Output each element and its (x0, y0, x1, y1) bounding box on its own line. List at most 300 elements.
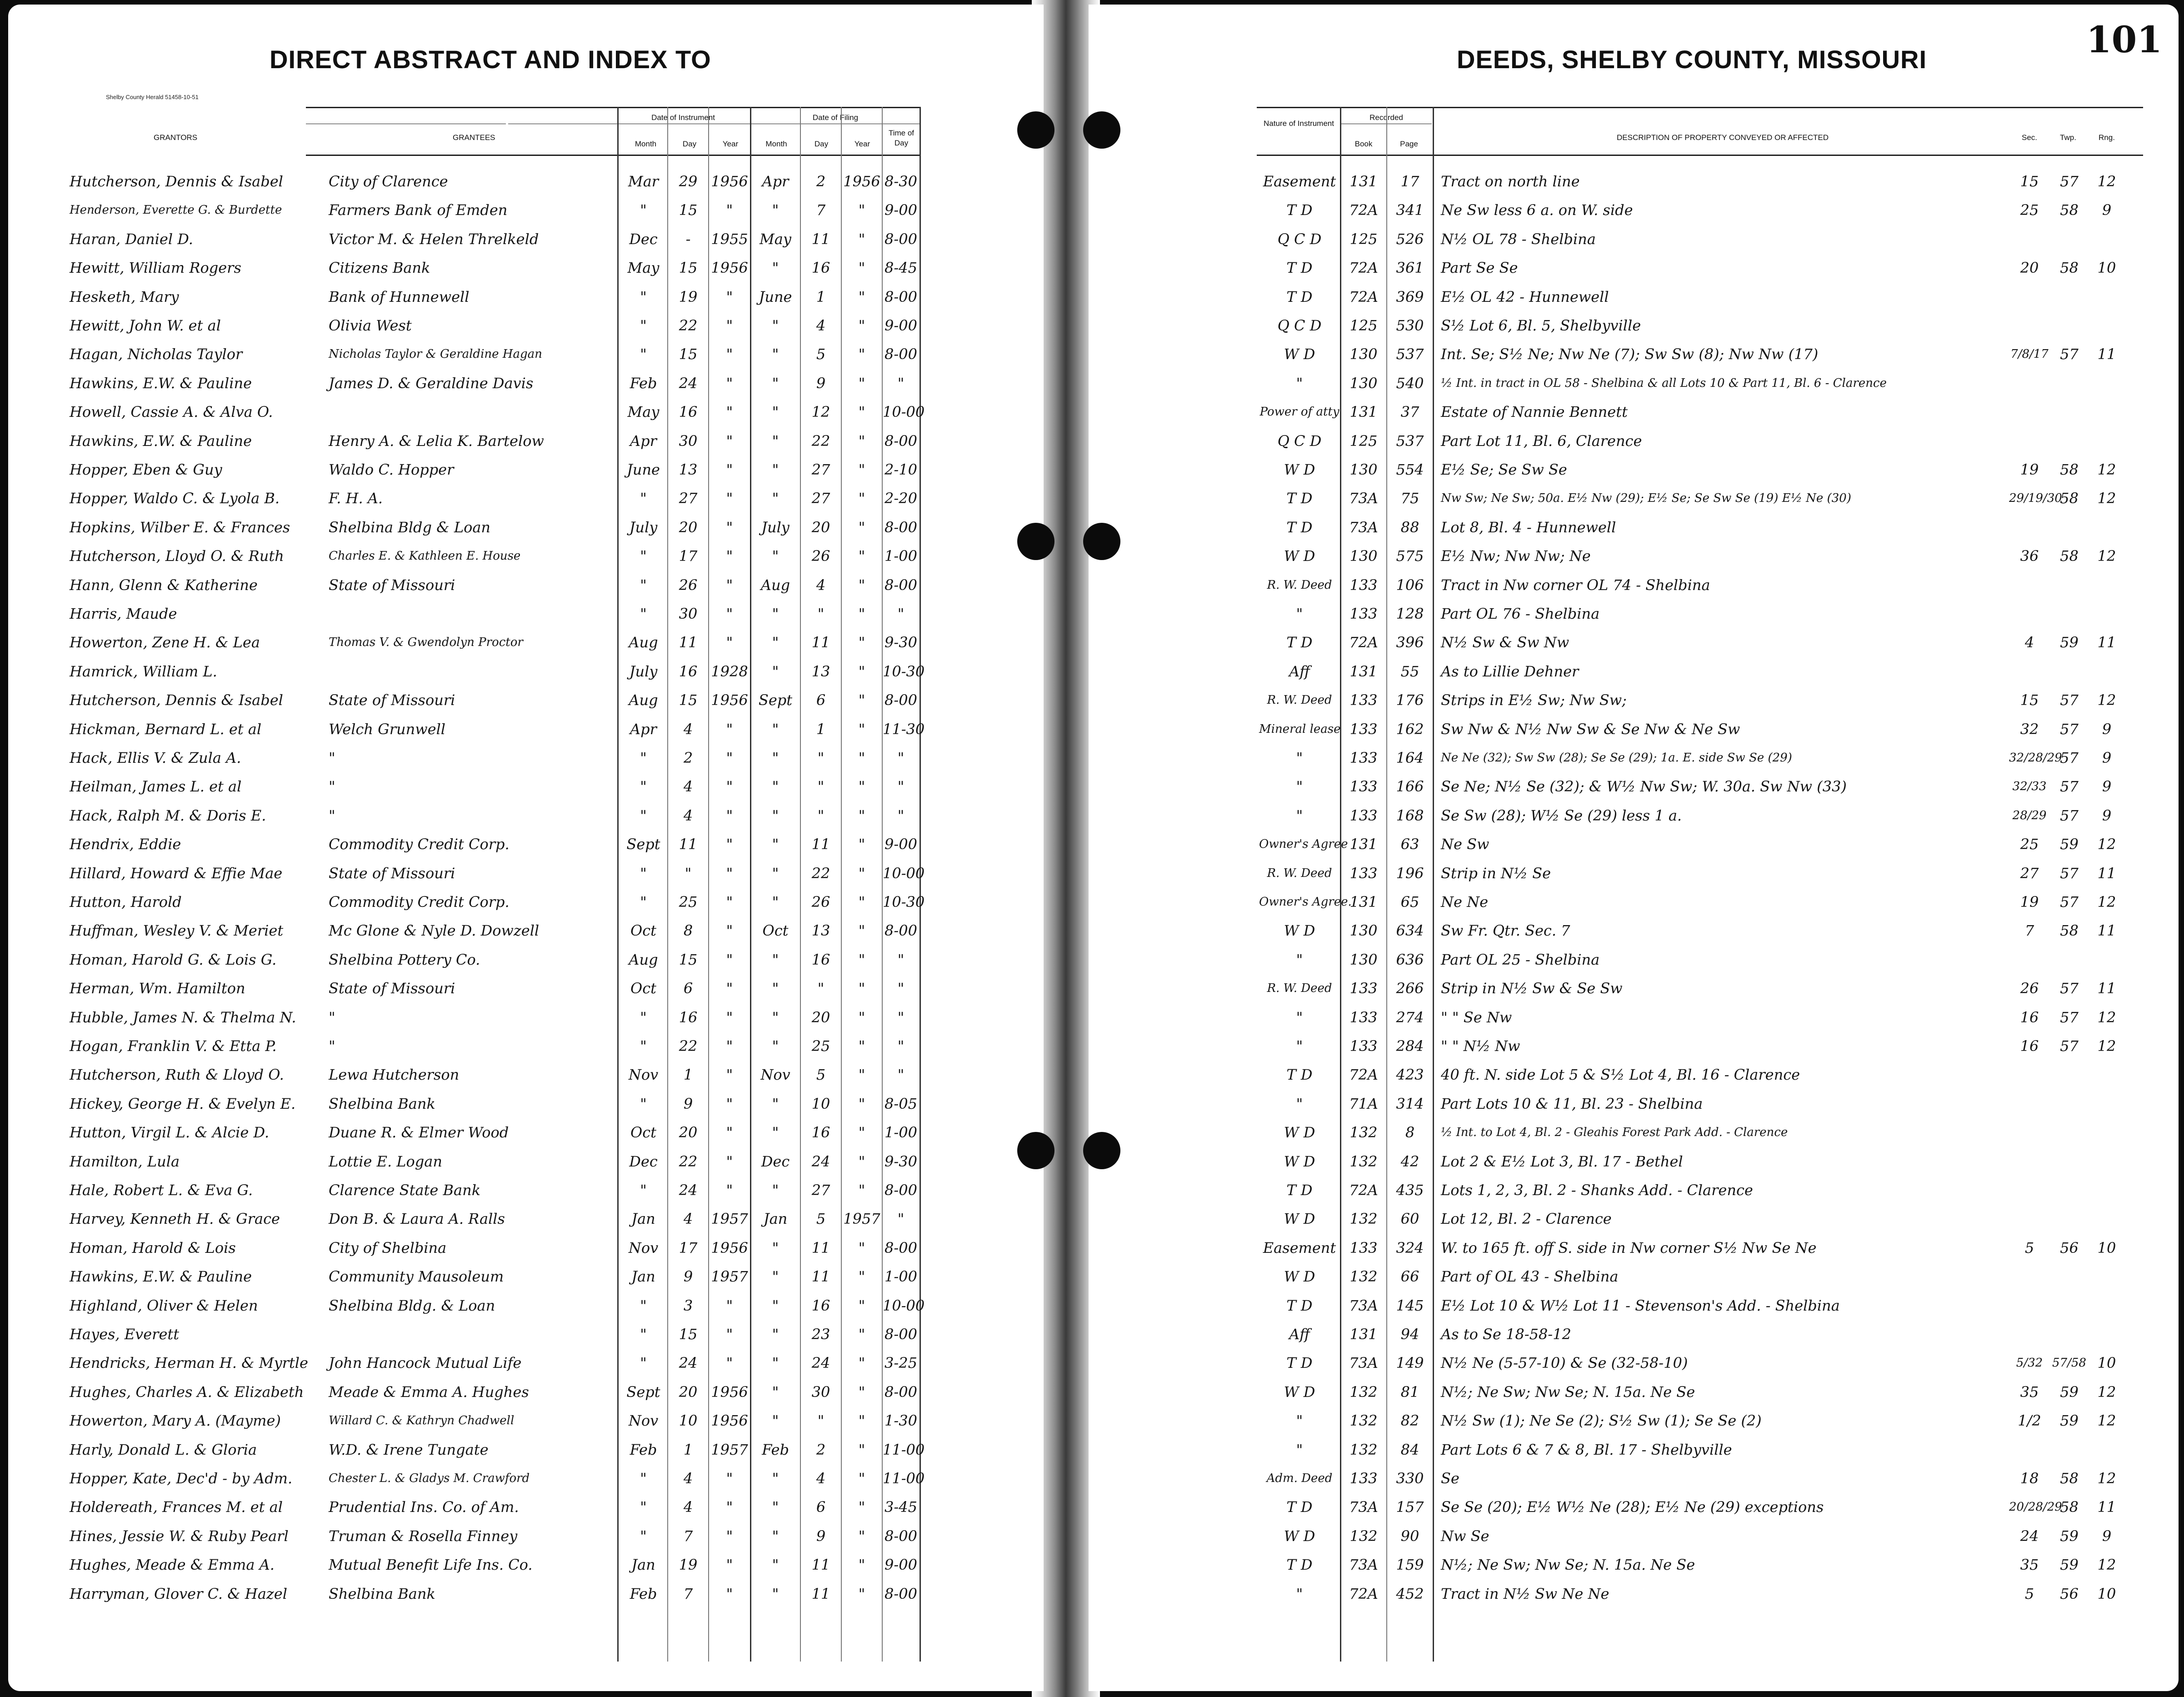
filing-year-cell: " (858, 1009, 865, 1026)
grantor-cell: Hopper, Waldo C. & Lyola B. (70, 490, 280, 507)
filing-day-cell: " (817, 605, 825, 622)
grantor-cell: Hack, Ellis V. & Zula A. (70, 749, 241, 766)
rng-cell (2089, 226, 2125, 252)
rng-cell (2089, 370, 2125, 396)
filing-day-cell: 4 (816, 317, 826, 334)
nature-cell: Q C D (1277, 230, 1322, 248)
description-cell: E½ Nw; Nw Nw; Ne (1441, 547, 1591, 565)
description-cell: Tract in Nw corner OL 74 - Shelbina (1441, 576, 1710, 594)
instrument-year-cell: " (726, 490, 733, 507)
filing-year-cell: " (858, 375, 865, 392)
left-entry-row (8, 1292, 1044, 1319)
description-cell: Lot 12, Bl. 2 - Clarence (1441, 1210, 1612, 1227)
twp-cell (2050, 1437, 2089, 1463)
page-cell: 149 (1396, 1354, 1424, 1372)
instrument-day-cell: 16 (679, 1009, 698, 1026)
filing-month-cell: Oct (762, 922, 789, 939)
rng-cell: 9 (2102, 778, 2112, 795)
grantor-cell: Hickey, George H. & Evelyn E. (70, 1095, 296, 1112)
instrument-day-cell: 4 (683, 807, 693, 824)
sec-cell: 5 (2024, 1585, 2034, 1602)
nature-cell: W D (1284, 461, 1315, 478)
filing-year-cell: " (858, 836, 865, 853)
right-entry-row (1089, 1235, 2179, 1261)
filing-year-cell: " (858, 1441, 865, 1458)
left-entry-row (8, 341, 1044, 367)
grantee-cell: City of Shelbina (329, 1239, 447, 1256)
rng-cell (2089, 1119, 2125, 1146)
instrument-day-cell: 4 (683, 1498, 693, 1516)
nature-cell: " (1296, 1037, 1303, 1055)
filing-year-cell: " (858, 1527, 865, 1545)
filing-year-cell: " (858, 663, 865, 680)
filing-year-cell: " (858, 1470, 865, 1487)
instrument-day-cell: 10 (679, 1412, 698, 1429)
filing-month-cell: " (772, 1498, 779, 1516)
page-cell: 575 (1396, 547, 1424, 565)
left-entry-row (8, 1235, 1044, 1261)
book-cell: 131 (1349, 173, 1378, 190)
instrument-year-cell: " (726, 980, 733, 997)
grantee-cell: Mutual Benefit Life Ins. Co. (329, 1556, 533, 1573)
filing-month-cell: " (772, 1556, 779, 1573)
instrument-day-cell: 6 (683, 980, 693, 997)
instrument-year-cell: " (726, 1354, 733, 1372)
rng-cell: 11 (2097, 345, 2116, 363)
grantor-cell: Hawkins, E.W. & Pauline (70, 432, 252, 450)
twp-cell (2050, 1321, 2089, 1347)
left-entry-row (8, 428, 1044, 454)
page-cell: 88 (1400, 519, 1419, 536)
nature-cell: Owner's Agree (1259, 837, 1348, 851)
sec-cell: 35 (2020, 1556, 2039, 1573)
instrument-year-cell: " (726, 1066, 733, 1083)
instrument-month-cell: " (640, 345, 647, 363)
filing-month-cell: " (772, 375, 779, 392)
right-entry-row (1089, 1091, 2179, 1117)
description-cell: Part Lots 10 & 11, Bl. 23 - Shelbina (1441, 1095, 1703, 1112)
grantor-cell: Hopper, Eben & Guy (70, 461, 222, 478)
grantee-cell: Willard C. & Kathryn Chadwell (329, 1414, 515, 1427)
instrument-month-cell: Feb (630, 1585, 657, 1602)
twp-cell (2050, 514, 2089, 541)
instrument-month-cell: May (627, 403, 660, 420)
page-cell: 162 (1396, 721, 1424, 738)
page-cell: 636 (1396, 951, 1424, 968)
right-entry-row (1089, 1263, 2179, 1290)
filing-year-cell: " (858, 1181, 865, 1199)
twp-cell: 56 (2060, 1239, 2079, 1256)
instrument-day-cell: 9 (683, 1268, 693, 1285)
description-cell: Ne Sw less 6 a. on W. side (1441, 201, 1633, 219)
grantor-cell: Holdereath, Frances M. et al (70, 1498, 283, 1516)
time-cell: " (897, 778, 905, 795)
twp-cell: 59 (2060, 1383, 2079, 1401)
grantee-cell: Thomas V. & Gwendolyn Proctor (329, 636, 523, 649)
time-cell: " (897, 980, 905, 997)
grantee-cell: " (329, 807, 335, 824)
twp-cell: 57/58 (2052, 1356, 2086, 1370)
instrument-year-cell: " (726, 1037, 733, 1055)
book-cell: 73A (1349, 519, 1378, 536)
filing-month-cell: " (772, 807, 779, 824)
grantor-cell: Howerton, Mary A. (Mayme) (70, 1412, 281, 1429)
instrument-day-cell: 22 (679, 1037, 698, 1055)
filing-month-cell: " (772, 547, 779, 565)
right-entry-row (1089, 658, 2179, 685)
right-entry-row (1089, 917, 2179, 944)
nature-cell: W D (1284, 922, 1315, 939)
nature-cell: W D (1284, 1268, 1315, 1285)
right-entry-row (1089, 1004, 2179, 1031)
book-cell: 133 (1349, 749, 1378, 766)
left-entry-row (8, 514, 1044, 541)
grantor-cell: Hewitt, William Rogers (70, 259, 241, 276)
instrument-day-cell: 24 (679, 1181, 698, 1199)
rng-cell: 11 (2097, 980, 2116, 997)
rng-cell: 10 (2097, 1585, 2116, 1602)
grantor-cell: Hesketh, Mary (70, 288, 179, 305)
binder-hole (1083, 523, 1120, 560)
filing-month-cell: " (772, 1527, 779, 1545)
filing-year-cell: " (858, 288, 865, 305)
twp-cell: 57 (2060, 893, 2079, 911)
instrument-month-cell: Aug (629, 691, 658, 709)
left-entry-row (8, 399, 1044, 425)
nature-cell: W D (1284, 1527, 1315, 1545)
left-entry-row (8, 1206, 1044, 1232)
time-of-day-header: Time of Day (888, 129, 915, 147)
sec-cell: 5 (2024, 1239, 2034, 1256)
filing-day-cell: 27 (811, 461, 830, 478)
twp-cell (2050, 1263, 2089, 1290)
left-header-top-rule (306, 107, 920, 108)
instrument-day-cell: 4 (683, 721, 693, 738)
instrument-day-cell: - (685, 230, 691, 248)
instrument-month-cell: May (627, 259, 660, 276)
page-cell: 196 (1396, 865, 1424, 882)
filing-year-cell: " (858, 951, 865, 968)
page-cell: 361 (1396, 259, 1424, 276)
instrument-month-cell: Feb (630, 375, 657, 392)
instrument-year-cell: " (726, 375, 733, 392)
left-entry-row (8, 370, 1044, 396)
grantor-cell: Howell, Cassie A. & Alva O. (70, 403, 273, 420)
right-entry-row (1089, 975, 2179, 1001)
filing-month-cell: " (772, 605, 779, 622)
binder-hole (1017, 111, 1055, 149)
right-entry-row (1089, 370, 2179, 396)
time-cell: " (897, 951, 905, 968)
instrument-year-cell: " (726, 1326, 733, 1343)
book-cell: 132 (1349, 1210, 1378, 1227)
grantor-cell: Hawkins, E.W. & Pauline (70, 375, 252, 392)
instrument-day-cell: 27 (679, 490, 698, 507)
grantors-header: GRANTORS (154, 133, 198, 142)
twp-cell: 59 (2060, 1527, 2079, 1545)
filing-day-cell: 1 (816, 721, 826, 738)
description-cell: N½; Ne Sw; Nw Se; N. 15a. Ne Se (1441, 1383, 1695, 1401)
sec-cell: 1/2 (2018, 1412, 2041, 1429)
time-cell: " (897, 1210, 905, 1227)
left-entry-row (8, 946, 1044, 973)
description-cell: " " N½ Nw (1441, 1037, 1520, 1055)
instrument-year-cell: " (726, 836, 733, 853)
description-cell: N½ OL 78 - Shelbina (1441, 230, 1596, 248)
twp-cell: 59 (2060, 836, 2079, 853)
sec-cell (2009, 572, 2050, 598)
rng-cell (2089, 1177, 2125, 1203)
instrument-day-cell: 24 (679, 375, 698, 392)
page-cell: 284 (1396, 1037, 1424, 1055)
nature-cell: T D (1286, 1181, 1313, 1199)
rng-cell: 9 (2102, 749, 2112, 766)
instrument-year-cell: " (726, 1009, 733, 1026)
instrument-day-cell: 26 (679, 576, 698, 594)
time-cell: " (897, 605, 905, 622)
right-entry-row (1089, 831, 2179, 857)
description-cell: N½ Sw & Sw Nw (1441, 634, 1569, 651)
book-cell: 73A (1349, 1498, 1378, 1516)
grantor-cell: Hawkins, E.W. & Pauline (70, 1268, 252, 1285)
filing-day-cell: 20 (811, 519, 830, 536)
right-entry-row (1089, 1523, 2179, 1549)
rng-cell: 12 (2097, 461, 2116, 478)
instrument-year-cell: 1956 (711, 173, 748, 190)
filing-day-cell: 5 (816, 1066, 826, 1083)
grantor-cell: Henderson, Everette G. & Burdette (70, 203, 282, 217)
grantee-cell: Henry A. & Lelia K. Bartelow (329, 432, 544, 450)
left-entry-row (8, 917, 1044, 944)
page-cell: 90 (1400, 1527, 1419, 1545)
book-cell: 133 (1349, 865, 1378, 882)
filing-year-cell: " (858, 461, 865, 478)
left-entry-row (8, 1119, 1044, 1146)
right-header-top-rule (1257, 107, 2143, 108)
instrument-year-cell: " (726, 721, 733, 738)
nature-cell: T D (1286, 1556, 1313, 1573)
left-entry-row (8, 1437, 1044, 1463)
description-cell: 40 ft. N. side Lot 5 & S½ Lot 4, Bl. 16 - Clarence (1441, 1066, 1800, 1083)
instrument-day-cell: 19 (679, 288, 698, 305)
rng-cell (2089, 1263, 2125, 1290)
filing-month-cell: " (772, 1383, 779, 1401)
rng-cell: 12 (2097, 1383, 2116, 1401)
instrument-day-cell: 8 (683, 922, 693, 939)
description-cell: Ne Ne (32); Sw Sw (28); Se Se (29); 1a. E. side Sw Se (29) (1441, 751, 1792, 765)
time-cell: 8-00 (885, 691, 917, 709)
rng-cell: 12 (2097, 893, 2116, 911)
twp-cell (2050, 572, 2089, 598)
grantee-cell: Shelbina Bldg. & Loan (329, 1297, 495, 1314)
filing-day-cell: 11 (811, 836, 830, 853)
nature-cell: Easement (1263, 173, 1336, 190)
time-cell: 3-45 (885, 1498, 917, 1516)
page-cell: 75 (1400, 490, 1419, 507)
filing-day-cell: 27 (811, 1181, 830, 1199)
time-cell: 8-00 (885, 1383, 917, 1401)
page-cell: 81 (1400, 1383, 1419, 1401)
book-cell: 130 (1349, 922, 1378, 939)
page-cell: 537 (1396, 345, 1424, 363)
instrument-month-cell: Mar (628, 173, 659, 190)
nature-cell: " (1296, 951, 1303, 968)
left-entry-row (8, 543, 1044, 569)
time-cell: 8-45 (885, 259, 917, 276)
left-header-bottom-rule (306, 155, 920, 156)
instrument-day-cell: 15 (679, 259, 698, 276)
grantor-cell: Hewitt, John W. et al (70, 317, 221, 334)
page-cell: 166 (1396, 778, 1424, 795)
filing-day-cell: 11 (811, 1556, 830, 1573)
twp-cell (2050, 601, 2089, 627)
filing-year-cell: " (858, 1095, 865, 1112)
grantee-cell: " (329, 1037, 335, 1055)
instrument-year-cell: 1928 (711, 663, 748, 680)
filing-year-cell: " (858, 1153, 865, 1170)
instrument-day-cell: 1 (683, 1441, 693, 1458)
instrument-month-cell: " (640, 288, 647, 305)
description-cell: Part OL 76 - Shelbina (1441, 605, 1600, 622)
sec-cell (2009, 1148, 2050, 1175)
instrument-day-cell: 16 (679, 663, 698, 680)
left-entry-row (8, 1177, 1044, 1203)
nature-cell: T D (1286, 259, 1313, 276)
instrument-year-cell: 1956 (711, 259, 748, 276)
filing-month-cell: " (772, 980, 779, 997)
twp-cell: 57 (2060, 749, 2079, 766)
instrument-month-cell: Jan (631, 1210, 655, 1227)
time-cell: 8-00 (885, 1239, 917, 1256)
right-page-title: DEEDS, SHELBY COUNTY, MISSOURI (1457, 45, 1927, 74)
description-cell: Strip in N½ Sw & Se Sw (1441, 980, 1623, 997)
rng-header: Rng. (2099, 133, 2115, 142)
instrument-month-cell: " (640, 865, 647, 882)
instrument-day-cell: 15 (679, 1326, 698, 1343)
page-cell: 63 (1400, 836, 1419, 853)
left-entry-row (8, 1465, 1044, 1492)
book-cell: 131 (1349, 893, 1378, 911)
description-cell: Se Sw (28); W½ Se (29) less 1 a. (1441, 807, 1682, 824)
rng-cell: 12 (2097, 1009, 2116, 1026)
filing-day-cell: 25 (811, 1037, 830, 1055)
left-entry-row (8, 1004, 1044, 1031)
left-entry-row (8, 255, 1044, 281)
rng-cell: 10 (2097, 259, 2116, 276)
nature-cell: " (1296, 807, 1303, 824)
sec-cell (2009, 1292, 2050, 1319)
right-entry-row (1089, 802, 2179, 829)
page-cell: 17 (1400, 173, 1419, 190)
filing-month-cell: Nov (760, 1066, 790, 1083)
grantee-cell: Truman & Rosella Finney (329, 1527, 518, 1545)
time-cell: 1-30 (885, 1412, 917, 1429)
twp-cell (2050, 658, 2089, 685)
book-cell: 132 (1349, 1412, 1378, 1429)
grantor-cell: Homan, Harold & Lois (70, 1239, 236, 1256)
twp-cell: 56 (2060, 1585, 2079, 1602)
twp-cell: 58 (2060, 547, 2079, 565)
grantee-cell: " (329, 749, 335, 766)
description-cell: N½ Ne (5-57-10) & Se (32-58-10) (1441, 1354, 1688, 1372)
rng-cell (2089, 1091, 2125, 1117)
right-entry-row (1089, 485, 2179, 511)
instrument-month-cell: Aug (629, 634, 658, 651)
twp-cell: 57 (2060, 865, 2079, 882)
twp-header: Twp. (2060, 133, 2076, 142)
rng-cell (2089, 312, 2125, 339)
rng-cell (2089, 1437, 2125, 1463)
filing-year-cell: " (858, 605, 865, 622)
instrument-day-cell: 11 (679, 836, 698, 853)
twp-cell: 57 (2060, 721, 2079, 738)
rng-cell (2089, 1206, 2125, 1232)
filing-day-cell: 22 (811, 432, 830, 450)
right-entry-row (1089, 1552, 2179, 1578)
sec-cell: 29/19/30 (2009, 491, 2062, 505)
nature-cell: T D (1286, 1498, 1313, 1516)
instrument-month-cell: " (640, 490, 647, 507)
filing-day-cell: " (817, 980, 825, 997)
filing-year-cell: " (858, 1037, 865, 1055)
time-cell: 1-00 (885, 1124, 917, 1141)
twp-cell (2050, 1292, 2089, 1319)
filing-month-cell: " (772, 1326, 779, 1343)
right-entry-row (1089, 687, 2179, 713)
time-cell: 8-00 (885, 345, 917, 363)
book-cell: 130 (1349, 951, 1378, 968)
filing-year-cell: " (858, 576, 865, 594)
left-entry-row (8, 1091, 1044, 1117)
time-cell: 11-00 (883, 1470, 925, 1487)
book-cell: 133 (1349, 980, 1378, 997)
instrument-day-cell: 29 (679, 173, 698, 190)
filing-year-cell: " (858, 345, 865, 363)
book-cell: 133 (1349, 1239, 1378, 1256)
filing-month-cell: " (772, 1239, 779, 1256)
page-cell: 60 (1400, 1210, 1419, 1227)
page-cell: 396 (1396, 634, 1424, 651)
instrument-day-cell: 15 (679, 345, 698, 363)
instrument-day-cell: 4 (683, 1470, 693, 1487)
instrument-day-cell: 11 (679, 634, 698, 651)
right-entry-row (1089, 456, 2179, 483)
left-entry-row (8, 1148, 1044, 1175)
twp-cell: 57 (2060, 691, 2079, 709)
twp-cell: 58 (2060, 461, 2079, 478)
nature-cell: R. W. Deed (1267, 866, 1332, 880)
rng-cell (2089, 601, 2125, 627)
grantee-cell: Commodity Credit Corp. (329, 893, 510, 911)
grantee-cell (329, 601, 615, 627)
filing-month-cell: " (772, 1009, 779, 1026)
instrument-year-cell: 1957 (711, 1441, 748, 1458)
instrument-year-cell: 1955 (711, 230, 748, 248)
book-cell: 133 (1349, 576, 1378, 594)
grantor-cell: Hutcherson, Dennis & Isabel (70, 691, 283, 709)
time-cell: 3-25 (885, 1354, 917, 1372)
left-entry-row (8, 168, 1044, 195)
page-cell: 540 (1396, 375, 1424, 392)
filing-year-cell: " (858, 980, 865, 997)
book-cell: 73A (1349, 1556, 1378, 1573)
nature-cell: Mineral lease (1259, 722, 1341, 736)
grantor-cell: Highland, Oliver & Helen (70, 1297, 258, 1314)
sec-cell (2009, 226, 2050, 252)
sec-cell: 7 (2024, 922, 2034, 939)
nature-cell: " (1296, 605, 1303, 622)
filing-day-cell: 2 (816, 1441, 826, 1458)
